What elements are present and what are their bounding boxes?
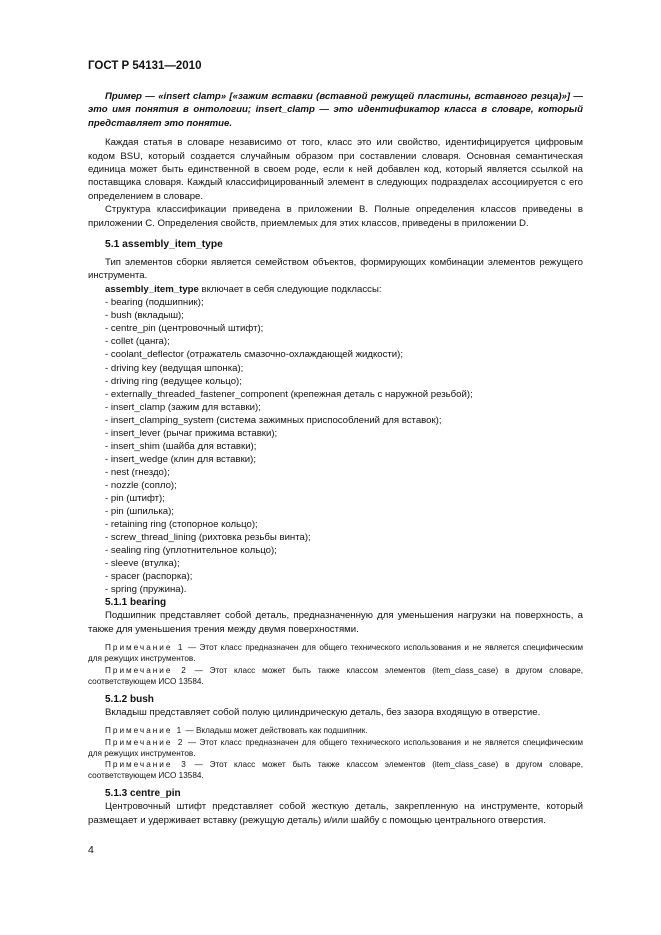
note-text: — Этот класс предназначен для общего технического использования и не является специфическим для режущих инструментов. xyxy=(88,643,584,664)
section-5-1-1-heading: 5.1.1 bearing xyxy=(105,597,167,609)
page-content xyxy=(88,90,583,827)
note-text: — Этот класс предназначен для общего технического использования и не является специфическим для режущих инструментов. xyxy=(88,737,584,758)
note xyxy=(88,642,583,664)
list-item: - driving key (ведущая шпонка); xyxy=(105,362,244,374)
list-item: - insert_clamping_system (система зажимных приспособлений для вставок); xyxy=(105,414,442,426)
list-item: - bearing (подшипник); xyxy=(105,297,204,309)
list-item: - sealing ring (уплотнительное кольцо); xyxy=(105,545,277,557)
section-5-1-3-heading: 5.1.3 centre_pin xyxy=(105,788,181,800)
note-label: Примечание 1 xyxy=(105,726,184,736)
list-item: - nozzle (сопло); xyxy=(105,479,177,491)
note xyxy=(88,725,583,736)
list-item: - insert_wedge (клин для вставки); xyxy=(105,453,256,465)
list-item: - externally_threaded_fastener_component (крепежная деталь с наружной резьбой); xyxy=(105,388,473,400)
section-5-1-2-text: Вкладыш представляет собой полую цилиндрическую деталь, без зазора входящую в отверстие. xyxy=(105,706,541,718)
document-header: ГОСТ Р 54131—2010 xyxy=(88,60,202,72)
list-item: - bush (вкладыш); xyxy=(105,310,184,322)
list-item: - screw_thread_lining (рихтовка резьбы винта); xyxy=(105,532,311,544)
note-text: — Вкладыш может действовать как подшипник. xyxy=(183,726,368,736)
includes-rest: включает в себя следующие подклассы: xyxy=(198,283,382,295)
section-5-1-includes xyxy=(88,283,583,296)
list-item: - coolant_deflector (отражатель смазочно-охлаждающей жидкости); xyxy=(105,349,404,361)
note xyxy=(88,737,583,759)
section-5-1-3-text: Центровочный штифт представляет собой жесткую деталь, закрепленную на инструменте, который размещает и удерживает вставку (режущую деталь) и/или шайбу с помощью центрального отверстия. xyxy=(88,801,583,826)
list-item: - retaining ring (стопорное кольцо); xyxy=(105,519,258,531)
list-item: - insert_lever (рычаг прижима вставки); xyxy=(105,427,278,439)
note-label: Примечание 2 xyxy=(105,665,188,675)
note-text: — Этот класс может быть также классом элементов (item_class_case) в другом словаре, соответствующем ИСО 13584. xyxy=(88,760,583,781)
list-item: - pin (штифт); xyxy=(105,492,165,504)
note-label: Примечание 3 xyxy=(105,760,188,769)
section-5-1-text: Тип элементов сборки является семейством объектов, формирующих комбинации элементов режущего инструмента. xyxy=(88,257,583,282)
note-text: — Этот класс может быть также классом элементов (item_class_case) в другом словаре, соответствующем ИСО 13584. xyxy=(88,665,583,686)
note xyxy=(88,759,583,781)
list-item: - spring (пружина). xyxy=(105,584,187,596)
list-item: - centre_pin (центровочный штифт); xyxy=(105,323,264,335)
includes-term: assembly_item_type xyxy=(105,283,199,295)
list-item: - insert_shim (шайба для вставки); xyxy=(105,440,257,452)
note-label: Примечание 1 xyxy=(105,643,185,653)
list-item: - pin (шпилька); xyxy=(105,506,174,518)
note-label: Примечание 2 xyxy=(105,737,185,747)
list-item: - sleeve (втулка); xyxy=(105,558,180,570)
list-item: - driving ring (ведущее кольцо); xyxy=(105,375,242,387)
section-5-1-2-heading: 5.1.2 bush xyxy=(105,693,154,705)
section-5-1-1-text: Подшипник представляет собой деталь, предназначенную для уменьшения нагрузки на поверхность, а также для уменьшения трения между двумя поверхностями. xyxy=(88,610,583,635)
list-item: - nest (гнездо); xyxy=(105,466,170,478)
note xyxy=(88,665,583,687)
page-number: 4 xyxy=(88,844,94,856)
section-5-1-heading: 5.1 assembly_item_type xyxy=(105,239,223,251)
list-item: - insert_clamp (зажим для вставки); xyxy=(105,401,261,413)
paragraph-classification-structure: Структура классификации приведена в приложении B. Полные определения классов приведены в приложении C. Определения свойств, приемлемых для этих классов, приведены в приложении D. xyxy=(88,204,583,229)
example-paragraph: Пример — «insert clamp» [«зажим вставки (вставной режущей пластины, вставного резца)»] — это имя понятия в онтологии; insert_clamp — это идентификатор класса в словаре, который представляет это понятие. xyxy=(88,91,583,129)
subclass-list xyxy=(88,296,583,596)
list-item: - spacer (распорка); xyxy=(105,571,193,583)
paragraph-bsu-code: Каждая статья в словаре независимо от того, класс это или свойство, идентифицируется цифровым кодом BSU, который создается случайным образом при составлении словаря. Основная семантическая единица может быть единственной в своем роде, если к ней добавлен код, который является ссылкой на поставщика словаря. Каждый классифицированный элемент в следующих подразделах ассоциируется с его определением в словаре. xyxy=(88,137,583,202)
list-item: - collet (цанга); xyxy=(105,336,170,348)
